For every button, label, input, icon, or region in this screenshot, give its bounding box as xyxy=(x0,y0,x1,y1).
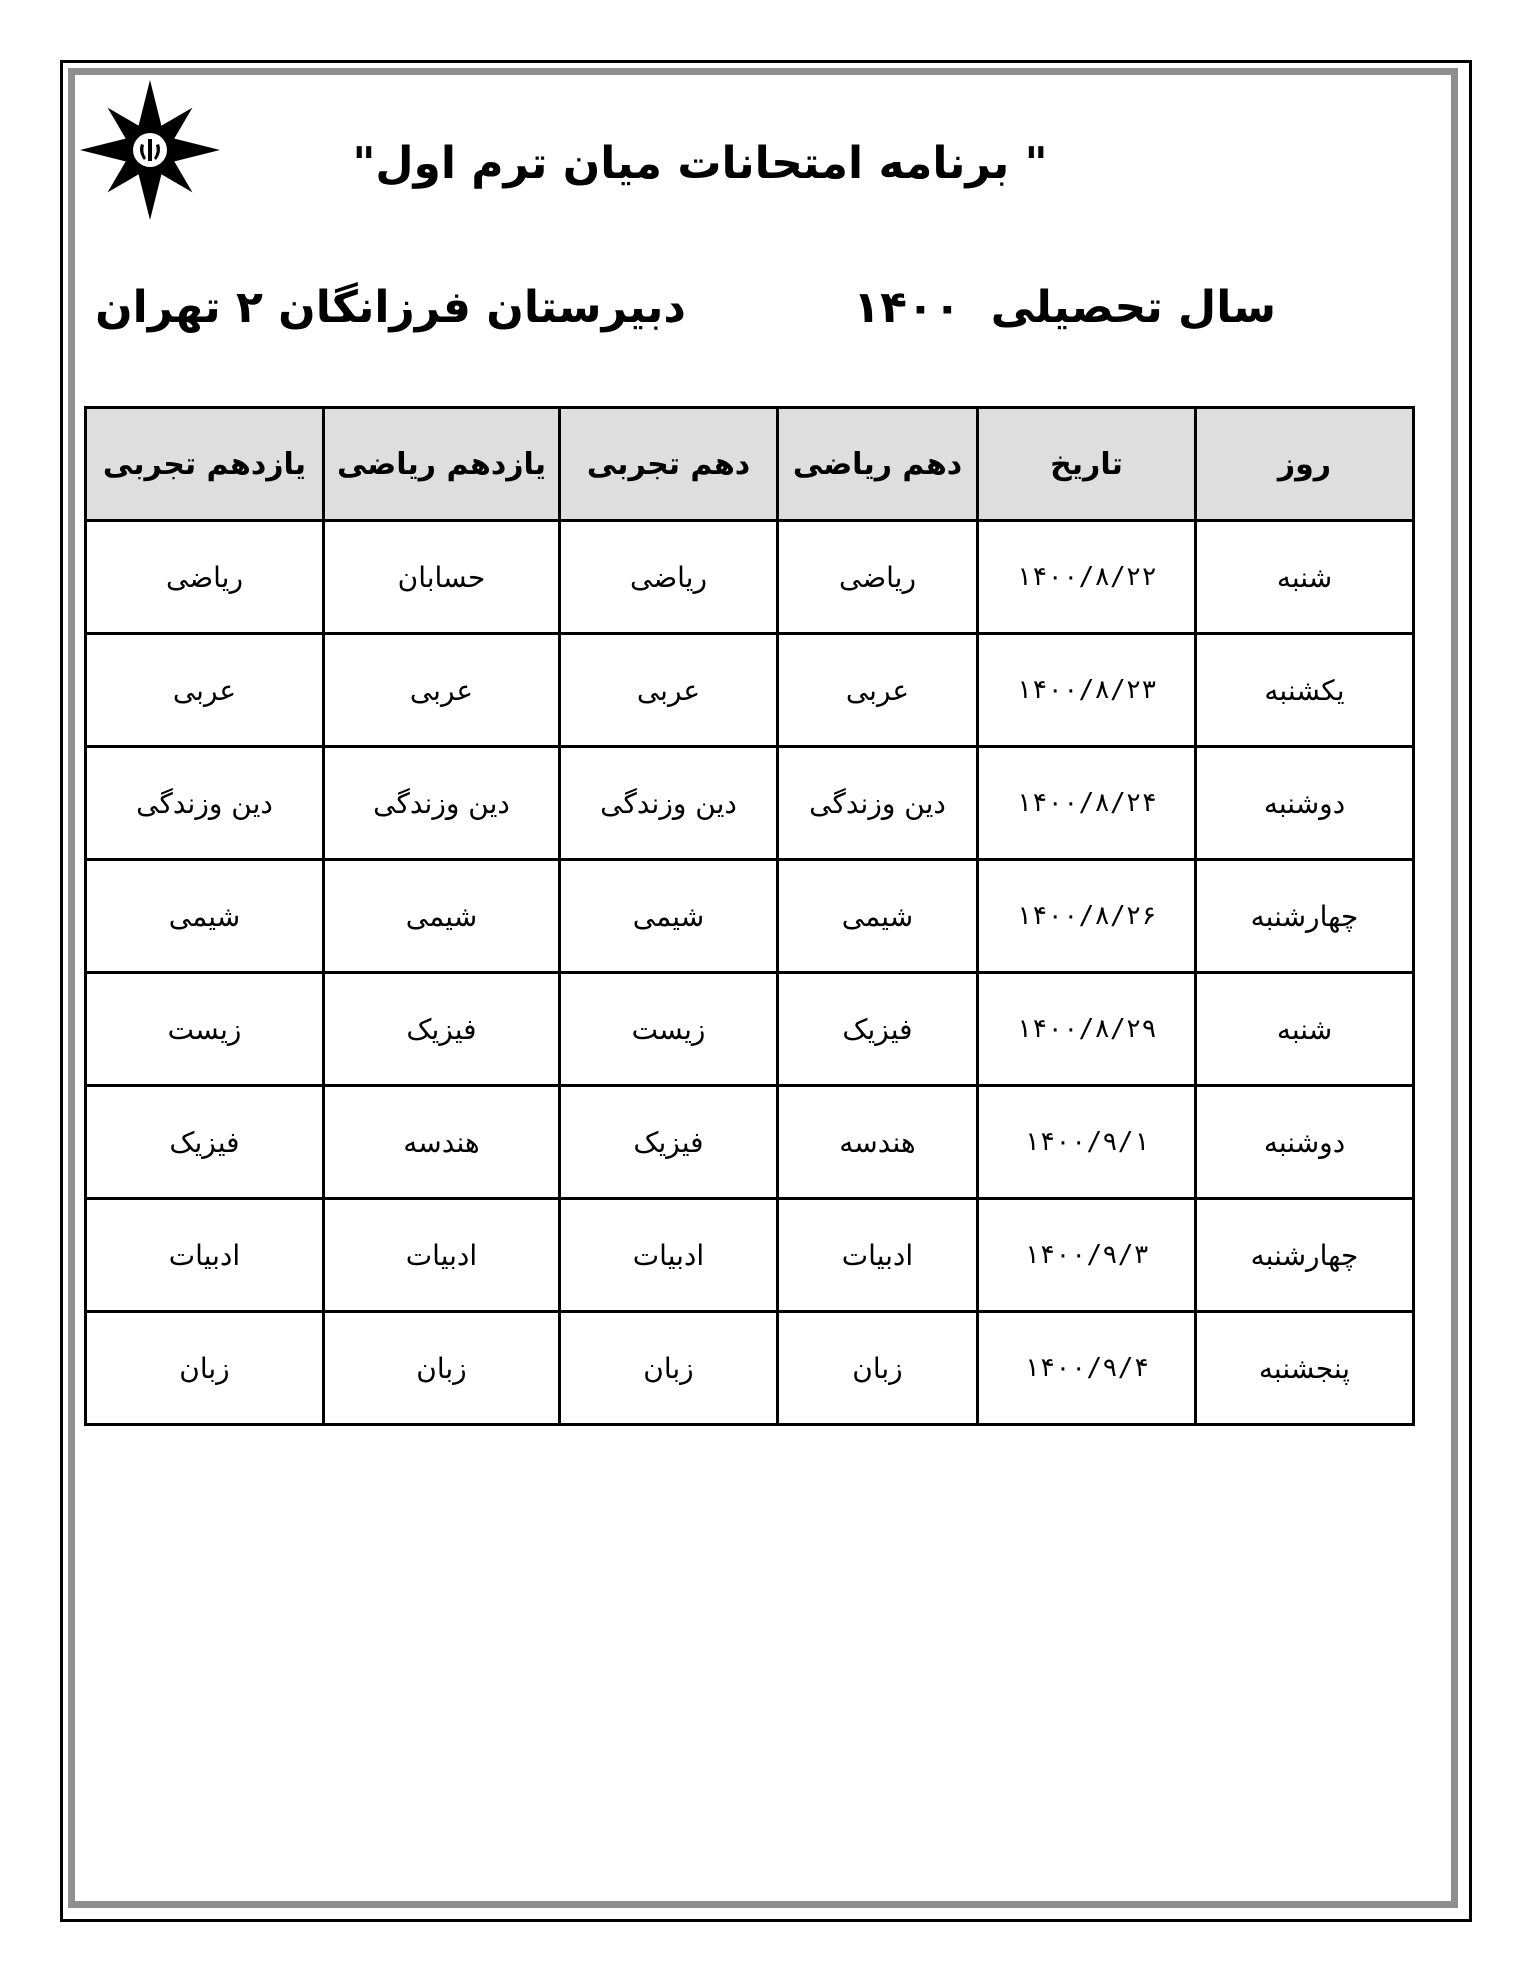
header-11-science: یازدهم تجربی xyxy=(86,408,324,521)
cell-11-science: ادبیات xyxy=(86,1199,324,1312)
table-row xyxy=(86,860,1414,973)
cell-11-science: عربی xyxy=(86,634,324,747)
cell-11-math: ادبیات xyxy=(324,1199,560,1312)
cell-date: ۱۴۰۰/۸/۲۶ xyxy=(978,860,1196,973)
cell-11-science: زبان xyxy=(86,1312,324,1425)
cell-10-science: شیمی xyxy=(560,860,778,973)
table-row xyxy=(86,1199,1414,1312)
school-emblem-icon xyxy=(78,78,222,222)
cell-10-math: دین وزندگی xyxy=(778,747,978,860)
table-row xyxy=(86,634,1414,747)
school-name: دبیرستان فرزانگان ۲ تهران xyxy=(95,282,686,333)
cell-10-math: عربی xyxy=(778,634,978,747)
cell-11-science: ریاضی xyxy=(86,521,324,634)
cell-date: ۱۴۰۰/۹/۴ xyxy=(978,1312,1196,1425)
cell-11-math: شیمی xyxy=(324,860,560,973)
cell-10-math: فیزیک xyxy=(778,973,978,1086)
table-row xyxy=(86,1312,1414,1425)
exam-schedule-table xyxy=(84,406,1415,1426)
header-10-science: دهم تجربی xyxy=(560,408,778,521)
page-title: " برنامه امتحانات میان ترم اول" xyxy=(352,138,1048,189)
cell-date: ۱۴۰۰/۸/۲۴ xyxy=(978,747,1196,860)
table-row xyxy=(86,521,1414,634)
cell-11-math: عربی xyxy=(324,634,560,747)
cell-date: ۱۴۰۰/۹/۳ xyxy=(978,1199,1196,1312)
cell-date: ۱۴۰۰/۸/۲۹ xyxy=(978,973,1196,1086)
table-row xyxy=(86,973,1414,1086)
table-header-row xyxy=(86,408,1414,521)
cell-10-science: ریاضی xyxy=(560,521,778,634)
cell-date: ۱۴۰۰/۸/۲۲ xyxy=(978,521,1196,634)
header-date: تاریخ xyxy=(978,408,1196,521)
cell-10-science: زیست xyxy=(560,973,778,1086)
cell-10-math: ریاضی xyxy=(778,521,978,634)
header-day: روز xyxy=(1196,408,1414,521)
cell-day: شنبه xyxy=(1196,973,1414,1086)
cell-10-math: هندسه xyxy=(778,1086,978,1199)
table-row xyxy=(86,747,1414,860)
cell-day: پنجشنبه xyxy=(1196,1312,1414,1425)
cell-day: شنبه xyxy=(1196,521,1414,634)
cell-day: چهارشنبه xyxy=(1196,1199,1414,1312)
cell-11-math: دین وزندگی xyxy=(324,747,560,860)
table-row xyxy=(86,1086,1414,1199)
cell-day: یکشنبه xyxy=(1196,634,1414,747)
cell-11-math: حسابان xyxy=(324,521,560,634)
cell-10-science: عربی xyxy=(560,634,778,747)
cell-10-math: ادبیات xyxy=(778,1199,978,1312)
cell-10-math: شیمی xyxy=(778,860,978,973)
cell-11-science: دین وزندگی xyxy=(86,747,324,860)
cell-11-math: فیزیک xyxy=(324,973,560,1086)
cell-11-science: شیمی xyxy=(86,860,324,973)
cell-10-science: دین وزندگی xyxy=(560,747,778,860)
cell-10-science: ادبیات xyxy=(560,1199,778,1312)
cell-day: چهارشنبه xyxy=(1196,860,1414,973)
cell-10-math: زبان xyxy=(778,1312,978,1425)
header-10-math: دهم ریاضی xyxy=(778,408,978,521)
cell-10-science: زبان xyxy=(560,1312,778,1425)
cell-11-science: فیزیک xyxy=(86,1086,324,1199)
cell-11-math: هندسه xyxy=(324,1086,560,1199)
academic-year xyxy=(853,282,1276,333)
cell-day: دوشنبه xyxy=(1196,747,1414,860)
academic-year-value: ۱۴۰۰ xyxy=(853,282,961,333)
cell-date: ۱۴۰۰/۹/۱ xyxy=(978,1086,1196,1199)
header-11-math: یازدهم ریاضی xyxy=(324,408,560,521)
cell-11-science: زیست xyxy=(86,973,324,1086)
cell-day: دوشنبه xyxy=(1196,1086,1414,1199)
academic-year-label: سال تحصیلی xyxy=(990,282,1276,333)
cell-11-math: زبان xyxy=(324,1312,560,1425)
cell-10-science: فیزیک xyxy=(560,1086,778,1199)
cell-date: ۱۴۰۰/۸/۲۳ xyxy=(978,634,1196,747)
